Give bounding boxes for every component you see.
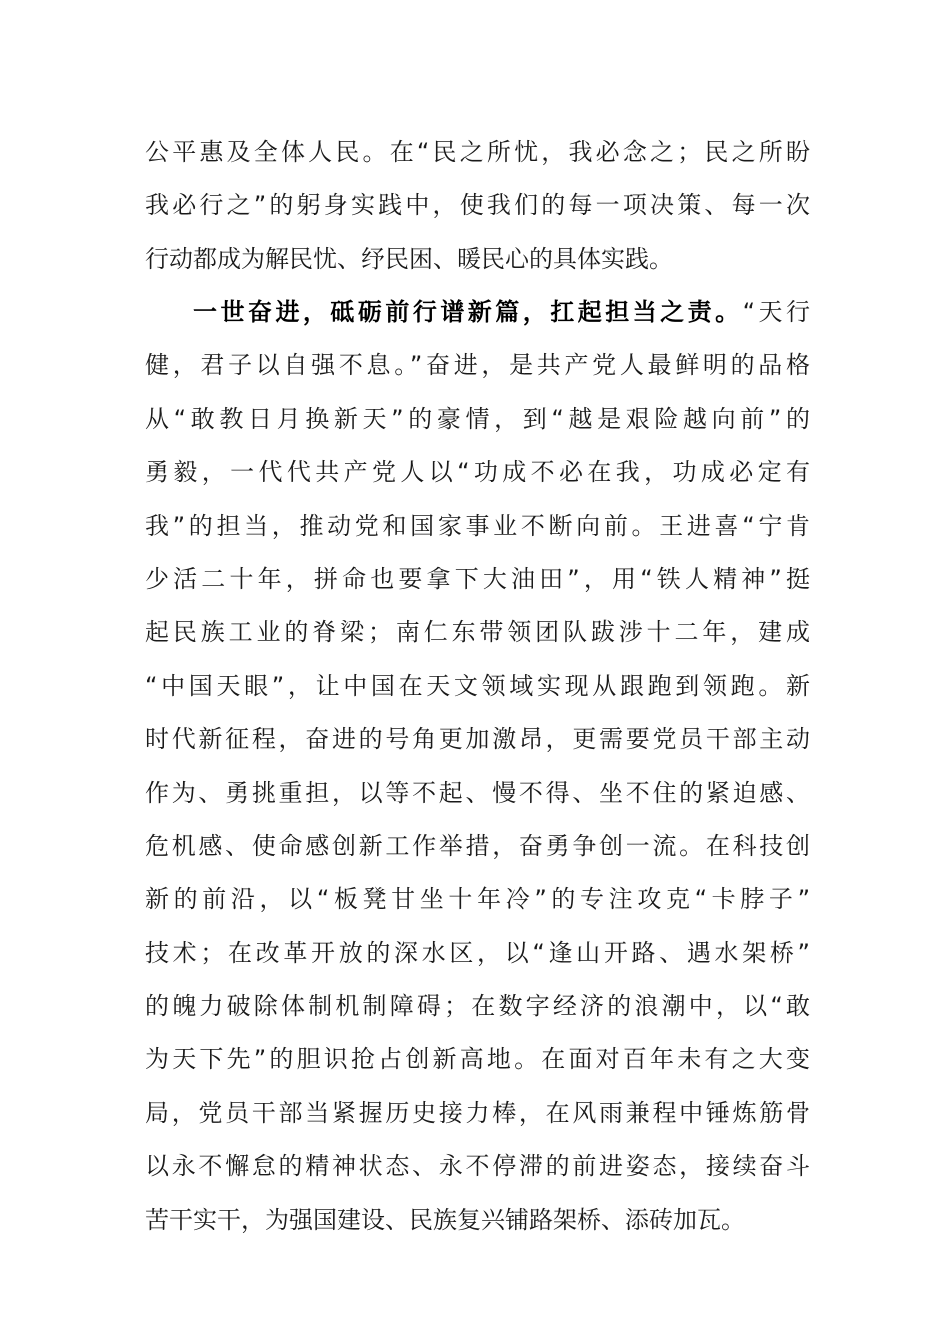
paragraph-line: 危机感、使命感创新工作举措，奋勇争创一流。在科技创 bbox=[145, 831, 810, 860]
paragraph-line: 苦干实干，为强国建设、民族复兴铺路架桥、添砖加瓦。 bbox=[145, 1205, 745, 1234]
paragraph-first-line bbox=[145, 286, 810, 339]
paragraph-line: “中国天眼”，让中国在天文领域实现从跟跑到领跑。新 bbox=[145, 671, 810, 700]
paragraph-1 bbox=[145, 126, 810, 286]
paragraph-line: 我必行之”的躬身实践中，使我们的每一项决策、每一次 bbox=[145, 191, 810, 220]
first-line-rest: “天行 bbox=[742, 298, 811, 326]
paragraph-line: 健，君子以自强不息。”奋进，是共产党人最鲜明的品格 bbox=[145, 351, 810, 380]
paragraph-line: 为天下先”的胆识抢占创新高地。在面对百年未有之大变 bbox=[145, 1045, 810, 1074]
paragraph-line: 公平惠及全体人民。在“民之所忧，我必念之；民之所盼 bbox=[145, 138, 810, 166]
paragraph-line: 作为、勇挑重担，以等不起、慢不得、坐不住的紧迫感、 bbox=[145, 778, 810, 807]
paragraph-line: 起民族工业的脊梁；南仁东带领团队跋涉十二年，建成 bbox=[145, 618, 810, 647]
paragraph-line: 技术；在改革开放的深水区，以“逢山开路、遇水架桥” bbox=[145, 938, 810, 967]
paragraph-line: 行动都成为解民忧、纾民困、暖民心的具体实践。 bbox=[145, 244, 673, 273]
paragraph-line: 少活二十年，拼命也要拿下大油田”，用“铁人精神”挺 bbox=[145, 564, 810, 593]
paragraph-line: 从“敢教日月换新天”的豪情，到“越是艰险越向前”的 bbox=[145, 404, 810, 433]
paragraph-line: 我”的担当，推动党和国家事业不断向前。王进喜“宁肯 bbox=[145, 511, 810, 540]
paragraph-line: 以永不懈怠的精神状态、永不停滞的前进姿态，接续奋斗 bbox=[145, 1152, 810, 1181]
paragraph-line: 的魄力破除体制机制障碍；在数字经济的浪潮中，以“敢 bbox=[145, 992, 810, 1021]
paragraph-line: 新的前沿，以“板凳甘坐十年冷”的专注攻克“卡脖子” bbox=[145, 885, 810, 914]
paragraph-line: 局，党员干部当紧握历史接力棒，在风雨兼程中锤炼筋骨 bbox=[145, 1098, 810, 1127]
paragraph-line: 勇毅，一代代共产党人以“功成不必在我，功成必定有 bbox=[145, 458, 810, 487]
paragraph-line: 时代新征程，奋进的号角更加激昂，更需要党员干部主动 bbox=[145, 725, 810, 754]
paragraph-2 bbox=[145, 286, 810, 1247]
section-heading: 一世奋进，砥砺前行谱新篇，扛起担当之责。 bbox=[193, 298, 743, 326]
